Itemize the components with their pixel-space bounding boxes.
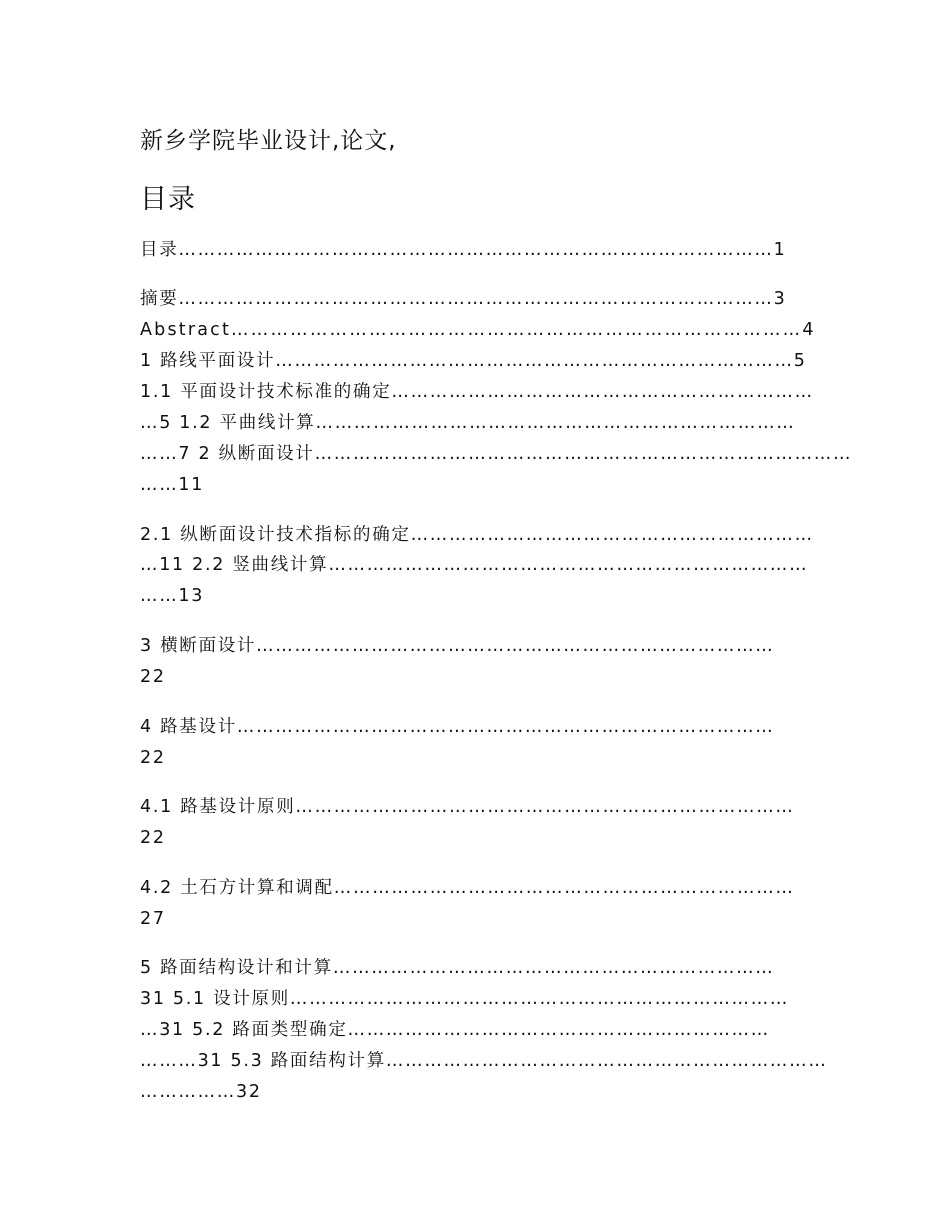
toc-entry-4-page[interactable]: 22 xyxy=(140,748,166,768)
toc-entry-3[interactable]: 3 横断面设计……………………………………………………………………… xyxy=(140,636,775,656)
toc-entry-1-2[interactable]: …5 1.2 平曲线计算………………………………………………………………… xyxy=(140,413,796,433)
toc-entry-4-2-page[interactable]: 27 xyxy=(140,909,166,929)
toc-entry-5-2[interactable]: …31 5.2 路面类型确定………………………………………………………… xyxy=(140,1020,770,1040)
toc-entry-2[interactable]: ……7 2 纵断面设计………………………………………………………………………… xyxy=(140,444,853,464)
toc-entry-2-1[interactable]: 2.1 纵断面设计技术指标的确定……………………………………………………… xyxy=(140,525,814,545)
toc-entry-4-1-page[interactable]: 22 xyxy=(140,828,166,848)
document-header-title: 新乡学院毕业设计,论文, xyxy=(140,128,397,154)
toc-entry-1-1[interactable]: 1.1 平面设计技术标准的确定………………………………………………………… xyxy=(140,382,814,402)
toc-entry-abstract-cn[interactable]: 摘要…………………………………………………………………………………3 xyxy=(140,289,787,309)
toc-entry-5-1[interactable]: 31 5.1 设计原则…………………………………………………………………… xyxy=(140,989,790,1009)
toc-entry-2-2[interactable]: …11 2.2 竖曲线计算………………………………………………………………… xyxy=(140,555,809,575)
toc-entry-4-2[interactable]: 4.2 土石方计算和调配……………………………………………………………… xyxy=(140,878,795,898)
toc-heading: 目录 xyxy=(140,184,196,215)
toc-entry-4[interactable]: 4 路基设计………………………………………………………………………… xyxy=(140,717,775,737)
toc-entry-2-2-page[interactable]: ……13 xyxy=(140,586,205,606)
toc-entry-3-page[interactable]: 22 xyxy=(140,667,166,687)
toc-entry-5-3[interactable]: ………31 5.3 路面结构计算…………………………………………………………… xyxy=(140,1051,828,1071)
toc-entry-abstract[interactable]: Abstract……………………………………………………………………………4 xyxy=(140,320,816,340)
toc-entry-1[interactable]: 1 路线平面设计………………………………………………………………………5 xyxy=(140,351,807,371)
toc-entry-5[interactable]: 5 路面结构设计和计算…………………………………………………………… xyxy=(140,958,775,978)
toc-entry-contents[interactable]: 目录…………………………………………………………………………………1 xyxy=(140,240,787,260)
toc-entry-2-page[interactable]: ……11 xyxy=(140,475,205,495)
toc-entry-5-3-page[interactable]: ……………32 xyxy=(140,1082,262,1102)
toc-entry-4-1[interactable]: 4.1 路基设计原则…………………………………………………………………… xyxy=(140,797,795,817)
